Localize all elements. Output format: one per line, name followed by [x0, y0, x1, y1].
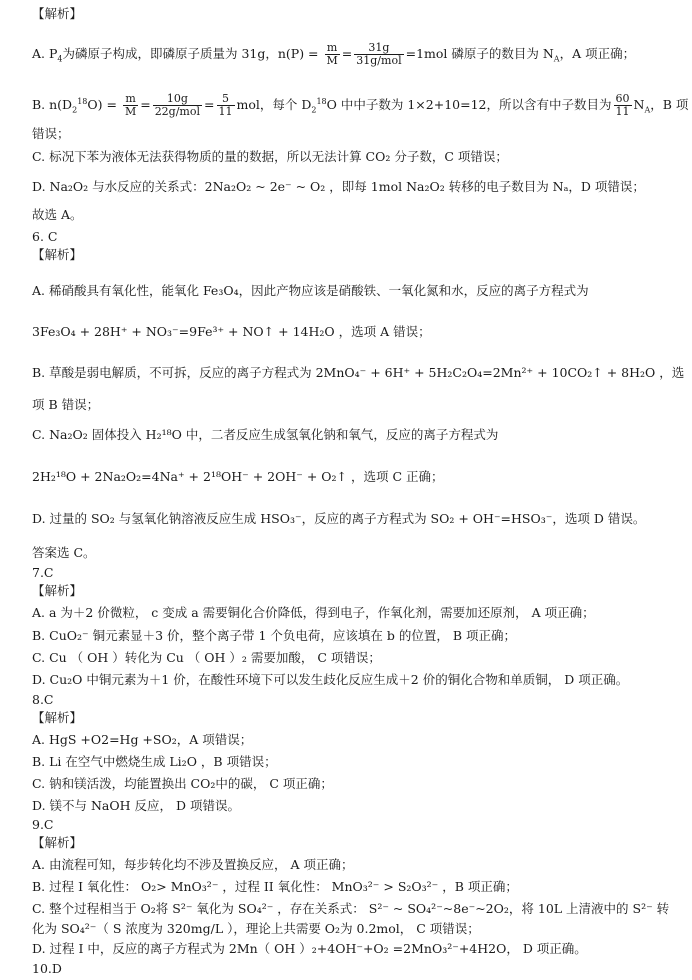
- q9-number: 9.C: [32, 817, 54, 832]
- q8-option-d: D. 镁不与 NaOH 反应， D 项错误。: [32, 798, 240, 813]
- q7-option-c: C. Cu （ OH ）转化为 Cu （ OH ）₂ 需要加酸， C 项错误；: [32, 650, 381, 665]
- q8-header: 【解析】: [32, 710, 83, 725]
- fraction: $\frac{60}{11}$: [615, 92, 630, 119]
- q6-option-a-equation: 3Fe₃O₄ + 28H⁺ + NO₃⁻=9Fe³⁺ + NO↑ + 14H₂O ，选项 A 错误；: [32, 324, 431, 339]
- q6-option-c-equation: 2H₂¹⁸O + 2Na₂O₂=4Na⁺ + 2¹⁸OH⁻ + 2OH⁻ + O₂↑ ，选项 C 正确；: [32, 469, 444, 484]
- q5-option-b-wrap: 错误；: [32, 126, 70, 141]
- q7-header: 【解析】: [32, 583, 83, 598]
- q7-option-a: A. a 为＋2 价微粒， c 变成 a 需要铜化合价降低，得到电子，作氧化剂，需要加还原剂， A 项正确；: [32, 605, 595, 620]
- q9-option-b: B. 过程 I 氧化性： O₂> MnO₃²⁻ ，过程 II 氧化性： MnO₃²⁻ > S₂O₃²⁻ ，B 项正确；: [32, 879, 518, 894]
- q7-option-b: B. CuO₂⁻ 铜元素显＋3 价，整个离子带 1 个负电荷，应该填在 b 的位置， B 项正确；: [32, 628, 516, 643]
- fraction: $\frac{m}{M}$: [124, 92, 137, 119]
- q5-header: 【解析】: [32, 6, 83, 21]
- q8-option-c: C. 钠和镁活泼，均能置换出 CO₂中的碳， C 项正确；: [32, 776, 333, 791]
- q6-option-b: B. 草酸是弱电解质，不可拆，反应的离子方程式为 2MnO₄⁻ + 6H⁺ + 5H₂C₂O₄=2Mn²⁺ + 10CO₂↑ + 8H₂O ，选: [32, 365, 685, 380]
- fraction: $\frac{5}{11}$: [218, 92, 233, 119]
- q9-option-c-wrap: 化为 SO₄²⁻（ S 浓度为 320mg/L ），理论上共需要 O₂为 0.2mol， C 项错误；: [32, 921, 480, 936]
- q6-number: 6. C: [32, 229, 58, 244]
- q6-option-d: D. 过量的 SO₂ 与氢氧化钠溶液反应生成 HSO₃⁻，反应的离子方程式为 SO₂ + OH⁻=HSO₃⁻，选项 D 错误。: [32, 511, 646, 526]
- q7-number: 7.C: [32, 565, 54, 580]
- q5-option-d: D. Na₂O₂ 与水反应的关系式：2Na₂O₂ ~ 2e⁻ ~ O₂ ，即每 1mol Na₂O₂ 转移的电子数目为 Nₐ，D 项错误；: [32, 179, 645, 194]
- q9-option-d: D. 过程 I 中，反应的离子方程式为 2Mn（ OH ）₂+4OH⁻+O₂ =2MnO₃²⁻+4H2O， D 项正确。: [32, 941, 587, 956]
- fraction: $\frac{10g}{\text{22g/mol}}$: [154, 92, 201, 119]
- q5-option-c: C. 标况下苯为液体无法获得物质的量的数据，所以无法计算 CO₂ 分子数，C 项错误；: [32, 149, 508, 164]
- q5-conclusion: 故选 A。: [32, 207, 83, 222]
- q6-conclusion: 答案选 C。: [32, 545, 96, 560]
- q6-option-a: A. 稀硝酸具有氧化性，能氧化 Fe₃O₄，因此产物应该是硝酸铁、一氧化氮和水，反应的离子方程式为: [32, 283, 589, 298]
- q6-option-b-wrap: 项 B 错误；: [32, 397, 100, 412]
- q8-option-a: A. HgS +O2=Hg +SO₂，A 项错误；: [32, 732, 253, 747]
- q10-number: 10.D: [32, 961, 62, 976]
- q6-option-c: C. Na₂O₂ 固体投入 H₂¹⁸O 中，二者反应生成氢氧化钠和氧气，反应的离子方程式为: [32, 427, 499, 442]
- q5-option-b: B. $n(D_2^{18}O)$ = $\frac{m}{M}$ = $\frac{10g}{\text{22g/mol}}$ = $\frac{5}{11}$ mol，每个 $D_2^{18}O$ 中中子数为 1×2+10=12，所以含有中子数目为 $\frac{60}{11}$ $N_A$，B 项: [32, 92, 689, 119]
- fraction: $\frac{31g}{\text{31g/mol}}$: [356, 41, 402, 67]
- fraction: $\frac{m}{M}$: [326, 41, 338, 67]
- q6-header: 【解析】: [32, 247, 83, 262]
- q9-option-a: A. 由流程可知，每步转化均不涉及置换反应， A 项正确；: [32, 857, 354, 872]
- q9-header: 【解析】: [32, 835, 83, 850]
- q5-option-a: A. $P_4$为磷原子构成，即磷原子质量为 31g，n(P) = $\frac{m}{M}$ = $\frac{31g}{\text{31g/mol}}$ =1mol 磷原子的数目为 $N_A$，A 项正确；: [32, 41, 636, 67]
- q8-option-b: B. Li 在空气中燃烧生成 Li₂O ，B 项错误；: [32, 754, 277, 769]
- q8-number: 8.C: [32, 692, 54, 707]
- q7-option-d: D. Cu₂O 中铜元素为＋1 价，在酸性环境下可以发生歧化反应生成＋2 价的铜化合物和单质铜， D 项正确。: [32, 672, 629, 687]
- q9-option-c: C. 整个过程相当于 O₂将 S²⁻ 氧化为 SO₄²⁻ ，存在关系式： S²⁻ ~ SO₄²⁻~8e⁻~2O₂，将 10L 上清液中的 S²⁻ 转: [32, 901, 670, 916]
